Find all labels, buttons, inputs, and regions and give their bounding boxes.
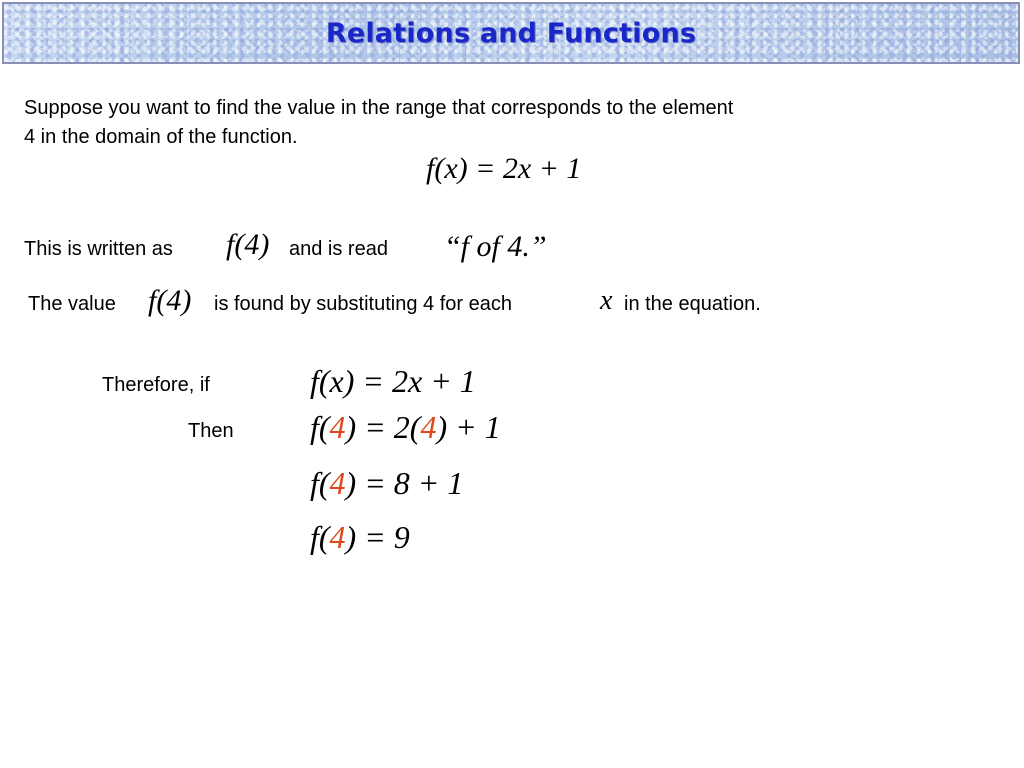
substituted-value: 4 xyxy=(329,519,346,555)
value-suffix: in the equation. xyxy=(624,293,761,315)
function-equation: f(x) = 2x + 1 xyxy=(426,152,582,185)
step-1-equation: f(x) = 2x + 1 xyxy=(310,363,476,399)
title-bar xyxy=(2,2,1020,64)
step-3-equation: f(4) = 8 + 1 xyxy=(310,465,464,501)
value-variable: x xyxy=(600,285,613,316)
written-reading: “f of 4.” xyxy=(444,230,547,263)
step-2-equation: f(4) = 2(4) + 1 xyxy=(310,409,501,445)
written-middle: and is read xyxy=(289,238,388,260)
intro-line-1: Suppose you want to find the value in the range that corresponds to the element xyxy=(24,97,734,119)
substituted-value: 4 xyxy=(329,465,346,501)
value-notation: f(4) xyxy=(148,284,192,317)
written-prefix: This is written as xyxy=(24,238,173,260)
slide-title: Relations and Functions xyxy=(325,18,697,49)
substituted-value: 4 xyxy=(420,409,437,445)
value-middle: is found by substituting 4 for each xyxy=(214,293,512,315)
substituted-value: 4 xyxy=(329,409,346,445)
step-4-equation: f(4) = 9 xyxy=(310,519,410,555)
intro-line-2: 4 in the domain of the function. xyxy=(24,126,298,148)
written-notation: f(4) xyxy=(226,228,270,261)
therefore-label: Therefore, if xyxy=(102,374,210,396)
then-label: Then xyxy=(188,420,234,442)
value-prefix: The value xyxy=(28,293,116,315)
